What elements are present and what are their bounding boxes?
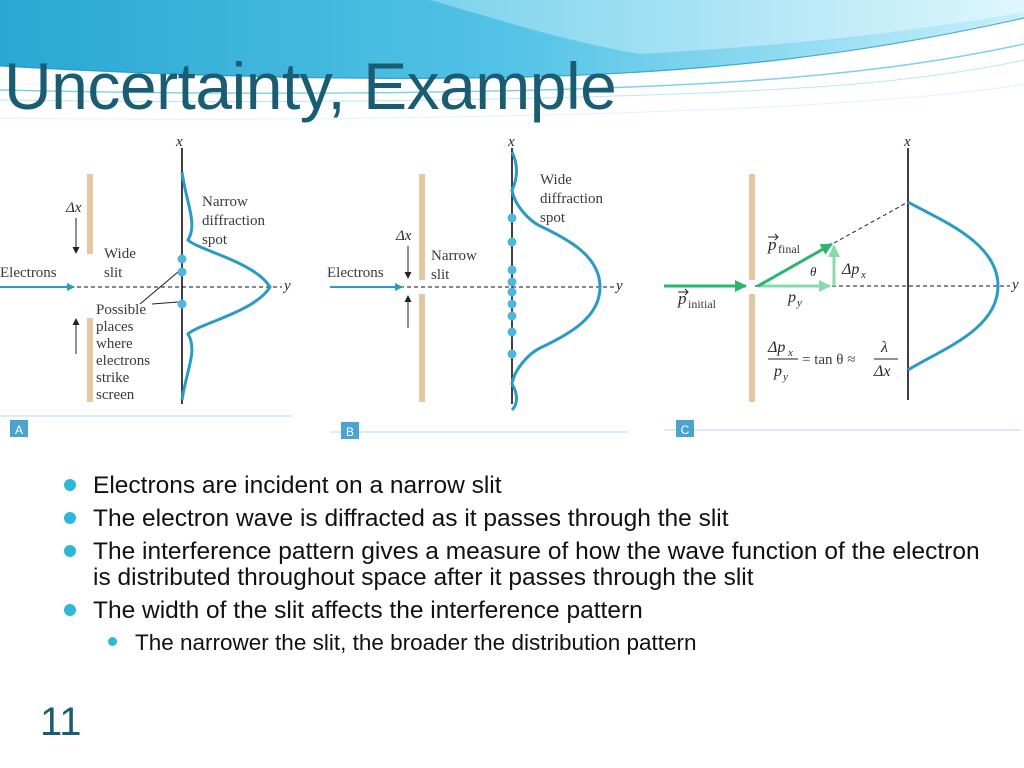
svg-text:p: p — [678, 289, 687, 308]
panel-a-slit-bottom — [87, 318, 93, 402]
svg-text:Δp: Δp — [768, 339, 786, 356]
bullet-dot-icon — [64, 479, 76, 491]
panel-c-slit-bottom — [749, 294, 755, 402]
svg-text:final: final — [778, 242, 800, 256]
svg-text:y: y — [783, 371, 788, 383]
panel-b-dot — [508, 238, 517, 247]
diffraction-figure — [0, 132, 1024, 444]
svg-text:initial: initial — [688, 297, 716, 311]
svg-text:y: y — [284, 278, 291, 294]
svg-text:Δx: Δx — [396, 228, 412, 244]
sub-bullet-item: The narrower the slit, the broader the distribution pattern — [104, 631, 992, 655]
svg-text:p: p — [768, 235, 777, 254]
panel-b-dot — [508, 312, 517, 321]
svg-text:Narrowdiffractionspot: Narrow diffraction spot — [202, 194, 266, 248]
svg-text:Narrowslit: Narrow slit — [431, 248, 477, 283]
svg-text:x: x — [176, 134, 183, 150]
bullet-item: Electrons are incident on a narrow slit — [62, 473, 992, 499]
panel-b-slit-bottom — [419, 294, 425, 402]
svg-text:λ: λ — [881, 339, 888, 356]
bullet-item: The width of the slit affects the interference pattern — [62, 598, 992, 624]
svg-text:B: B — [345, 425, 355, 439]
bullet-list — [62, 473, 992, 662]
panel-c-slit-top — [749, 174, 755, 280]
panel-a-dot — [178, 300, 187, 309]
panel-a — [0, 134, 292, 437]
svg-text:x: x — [904, 134, 911, 150]
svg-text:A: A — [14, 423, 24, 437]
panel-c — [664, 134, 1020, 437]
slide-title: Uncertainty, Example — [4, 49, 617, 123]
svg-text:y: y — [797, 297, 802, 309]
panel-b-dot — [508, 288, 517, 297]
panel-b — [327, 134, 628, 439]
svg-text:Widediffractionspot: Wide diffraction spot — [540, 172, 604, 226]
bullet-item: The interference pattern gives a measure of how the wave function of the electron is distributed throughout space after it passes through the slit — [62, 539, 992, 591]
bullet-dot-icon — [64, 512, 76, 524]
bullet-dot-icon — [64, 545, 76, 557]
panel-b-dot — [508, 300, 517, 309]
svg-text:Possible places wh: Possible places where electrons strike screen — [96, 302, 151, 403]
svg-text:x: x — [788, 347, 793, 359]
svg-text:Δx: Δx — [874, 363, 891, 380]
svg-text:= tan θ ≈: = tan θ ≈ — [802, 352, 856, 368]
panel-a-slit-top — [87, 174, 93, 254]
panel-b-dot — [508, 328, 517, 337]
panel-a-dot — [178, 255, 187, 264]
panel-b-dot — [508, 266, 517, 275]
svg-text:y: y — [616, 278, 623, 294]
svg-text:p: p — [788, 289, 796, 306]
svg-text:p: p — [774, 363, 782, 380]
bullet-dot-icon — [108, 637, 117, 646]
panel-b-dot — [508, 350, 517, 359]
svg-text:Δp: Δp — [842, 261, 860, 278]
svg-text:θ: θ — [810, 264, 817, 279]
panel-b-dot — [508, 214, 517, 223]
panel-b-dot — [508, 278, 517, 287]
panel-a-dot — [178, 268, 187, 277]
svg-text:x: x — [508, 134, 515, 150]
slide-number: 11 — [40, 700, 82, 744]
svg-text:C: C — [680, 423, 690, 437]
bullet-dot-icon — [64, 604, 76, 616]
svg-text:Electrons: Electrons — [327, 265, 384, 281]
svg-text:Wideslit: Wide slit — [104, 246, 136, 281]
svg-text:x: x — [861, 269, 866, 281]
panel-b-slit-top — [419, 174, 425, 280]
bullet-item: The electron wave is diffracted as it passes through the slit — [62, 506, 992, 532]
svg-text:Δx: Δx — [66, 200, 82, 216]
svg-text:Electrons: Electrons — [0, 265, 57, 281]
svg-text:y: y — [1012, 277, 1019, 293]
